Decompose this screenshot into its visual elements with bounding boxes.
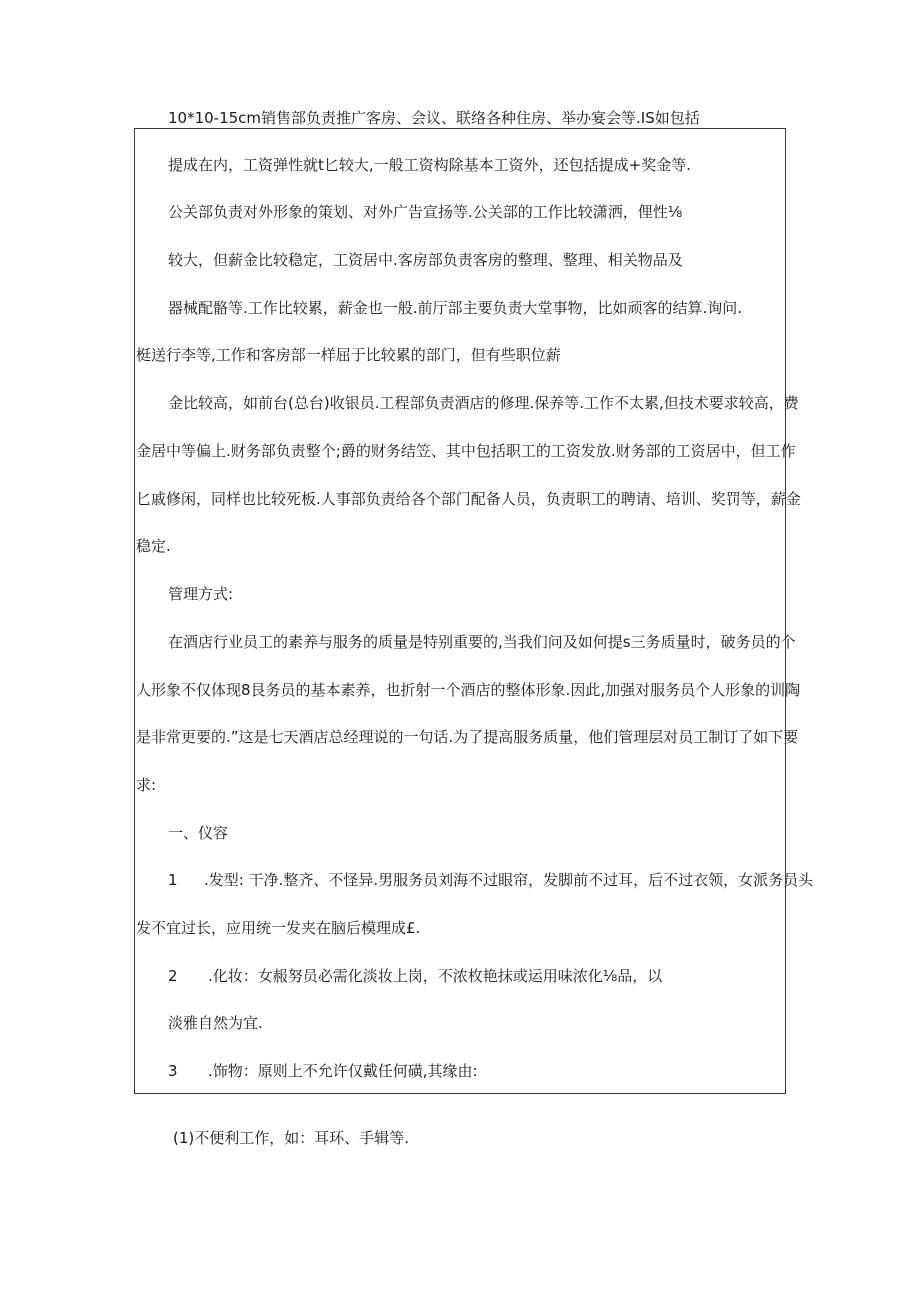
paragraph: 匕戚修闲，同样也比较死板.人事部负责给各个部门配备人员，负责职工的聘请、培训、奖罚等，薪金: [136, 490, 801, 508]
paragraph: 是非常更要的.”这是七天酒店总经理说的一句话.为了提高服务质量，他们管理层对员工制订了如下要: [136, 728, 799, 746]
list-item-continuation: 发不宜过长，应用统一发夹在脑后模理成£.: [136, 919, 421, 937]
list-item-text: .发型: 干净.整齐、不怪异.男服务员刘海不过眼帘，发脚前不过耳，后不过衣领，女派务员头: [204, 871, 814, 889]
section-heading: 管理方式:: [168, 585, 234, 603]
footer-line: (1)不便利工作，如：耳环、手辑等.: [173, 1129, 410, 1147]
header-line: 10*10-15cm销售部负责推广客房、会议、联络各种住房、举办宴会等.IS如包括: [168, 109, 700, 127]
list-item: [168, 966, 662, 986]
list-item-text: .饰物：原则上不允许仅戴任何磺,其缘由:: [208, 1062, 478, 1080]
paragraph: 金比较高，如前台(总台)收银员.工程部负责酒店的修理.保养等.工作不太累,但技术要求较高，费: [168, 394, 799, 412]
list-item: [168, 870, 813, 890]
paragraph: 梃送行李等,工作和客房部一样屈于比较累的部门，但有些职位薪: [136, 346, 561, 364]
paragraph: 金居中等偏上.财务部负责整个;爵的财务结笠、其中包括职工的工资发放.财务部的工资居中，但工作: [136, 442, 796, 460]
paragraph: 求:: [136, 776, 157, 794]
list-item-continuation: 淡雅自然为宜.: [168, 1014, 263, 1032]
list-item-number: 1: [168, 871, 178, 889]
paragraph: 提成在内，工资弹性就t匕较大,一般工资构除基本工资外，还包括提成+奖金等.: [168, 156, 691, 174]
content-box: [134, 128, 786, 1094]
paragraph: 在酒店行业员工的素养与服务的质量是特别重要的,当我们问及如何提s三务质量时，破务员的个: [168, 633, 796, 651]
paragraph: 器械配骼等.工作比较累，薪金也一般.前厅部主要负责大堂事物，比如顽客的结算.询问.: [168, 299, 743, 317]
paragraph: 较大，但薪金比较稳定，工资居中.客房部负责客房的整理、整理、相关物品及: [168, 251, 683, 269]
list-item-text: .化妆：女赧努员必需化淡妆上岗，不浓枚艳抹或运用味浓化⅛品，以: [208, 967, 663, 985]
list-item-number: 2: [168, 967, 178, 985]
paragraph: 稳定.: [136, 537, 171, 555]
list-item-number: 3: [168, 1062, 178, 1080]
subsection-heading: 一、仪容: [168, 824, 229, 842]
list-item: [168, 1061, 478, 1081]
paragraph: 公关部负责对外形象的策划、对外广告宣扬等.公关部的工作比较潇洒，俚性⅛: [168, 203, 683, 221]
paragraph: 人形象不仅体现8艮务员的基本素养，也折射一个酒店的整体形象.因此,加强对服务员个人形象的训陶: [136, 681, 801, 699]
